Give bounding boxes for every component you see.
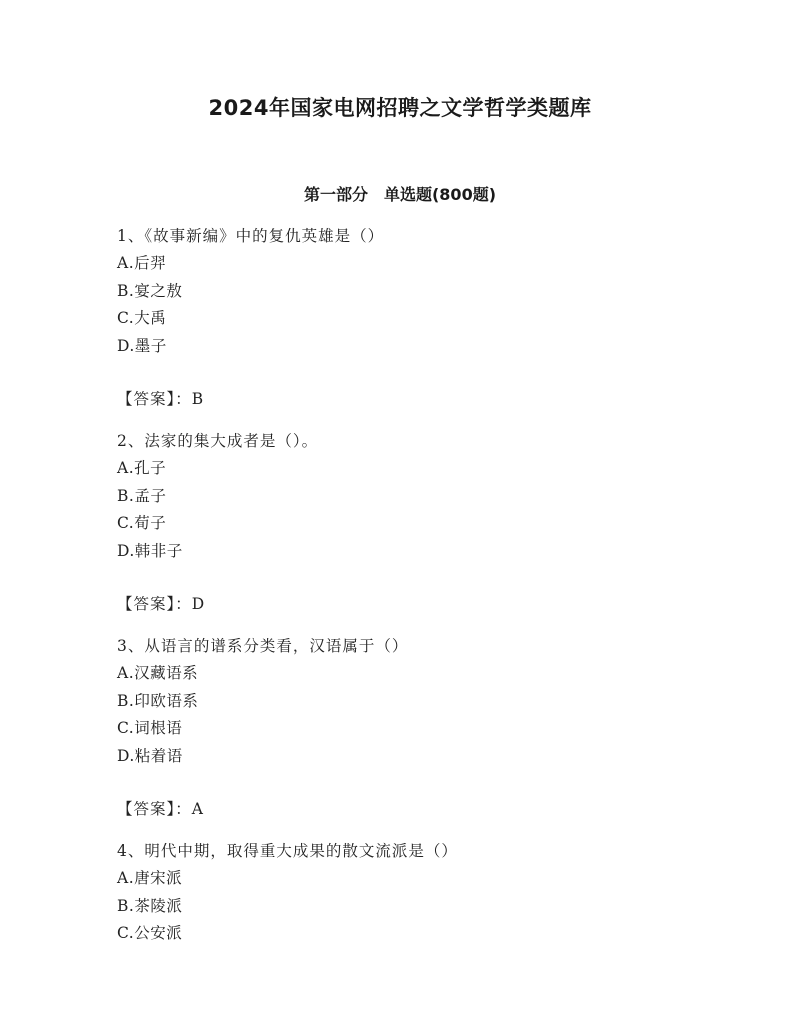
spacer — [117, 618, 717, 633]
answer-line: 【答案】：B — [117, 390, 205, 408]
question-stem: 2、法家的集大成者是（）。 — [117, 432, 319, 450]
option-b: B.茶陵派 — [117, 896, 183, 915]
spacer — [117, 823, 717, 838]
question-list — [117, 223, 717, 948]
option-a: A.后羿 — [117, 254, 167, 272]
question-2 — [117, 428, 717, 633]
section-heading: 第一部分 单选题(800题) — [303, 185, 497, 204]
option-a: A.汉藏语系 — [117, 664, 199, 682]
option-b: B.孟子 — [117, 486, 167, 505]
answer-line: 【答案】：D — [117, 595, 206, 613]
option-b: B.印欧语系 — [117, 691, 199, 710]
option-b: B.宴之敖 — [117, 281, 183, 300]
question-stem: 1、《故事新编》中的复仇英雄是（） — [117, 227, 385, 245]
option-c: C.大禹 — [117, 309, 167, 327]
option-a: A.唐宋派 — [117, 869, 183, 887]
option-d: D.粘着语 — [117, 746, 183, 765]
option-c: C.公安派 — [117, 924, 183, 942]
question-1 — [117, 223, 717, 428]
document-title: 2024年国家电网招聘之文学哲学类题库 — [208, 96, 592, 120]
answer-line: 【答案】：A — [117, 800, 204, 818]
question-stem: 3、从语言的谱系分类看，汉语属于（） — [117, 637, 409, 655]
option-a: A.孔子 — [117, 459, 167, 477]
question-stem: 4、明代中期，取得重大成果的散文流派是（） — [117, 842, 458, 860]
option-c: C.词根语 — [117, 719, 183, 737]
spacer — [117, 413, 717, 428]
question-3 — [117, 633, 717, 838]
option-d: D.墨子 — [117, 336, 167, 355]
option-d: D.韩非子 — [117, 541, 183, 560]
question-4 — [117, 838, 717, 948]
option-c: C.荀子 — [117, 514, 167, 532]
